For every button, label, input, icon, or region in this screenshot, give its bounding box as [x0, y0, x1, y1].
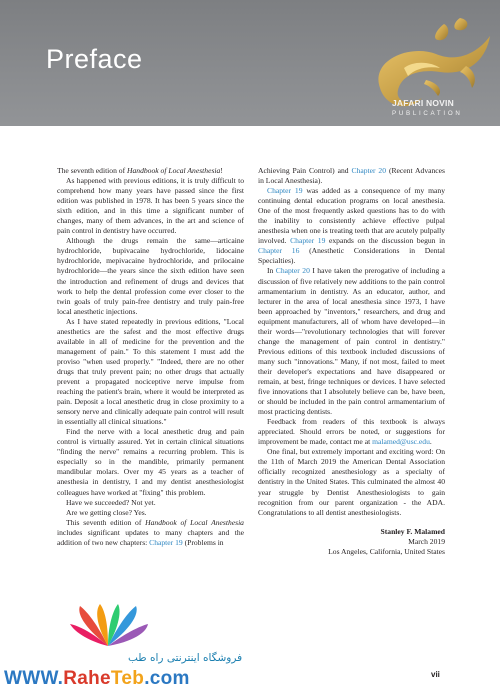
- signature-block: [258, 527, 445, 557]
- email-link[interactable]: malamed@usc.edu: [372, 437, 430, 447]
- chapter-link[interactable]: Chapter 19: [290, 236, 326, 246]
- paragraph: In Chapter 20 I have taken the prerogative of including a discussion of five relatively new additions to the pain control armamentarium in dentistry. As an educator, author, and lecturer in the area of local anesthesia since 1973, I have been approached by "inventors," researchers, and drug and equipment manufacturers, all of whom have developed—in their words—"revolutionary technologies that will forever change the management of pain control in dentistry." Previous editions of this textbook included discussions of many such "innovations." Many, if not most, failed to meet their developer's expectations and have disappeared or remain, at best, fringe techniques or devices. I have selected five innovations that I absolutely believe can be, have been, or should be included in the pain control armamentarium of most practicing dentists.: [258, 266, 446, 417]
- page-number: vii: [431, 670, 440, 679]
- bookstore-name: فروشگاه اینترنتی راه طب: [128, 652, 243, 664]
- paragraph: Achieving Pain Control) and Chapter 20 (Recent Advances in Local Anesthesia).: [258, 166, 445, 186]
- chapter-link[interactable]: Chapter 20: [275, 266, 310, 276]
- signature-place: Los Angeles, California, United States: [328, 546, 445, 556]
- signature-date: March 2019: [408, 536, 445, 546]
- bookstore-logo-icon: [50, 602, 166, 652]
- paragraph: As I have stated repeatedly in previous editions, "Local anesthetics are the safest and the most effective drugs available in all of medicine for the prevention and the management of pain." To this statement I must add the proviso "when used properly." "Indeed, there are no other drugs that truly prevent pain; no other drugs that actually prevent a propagated nociceptive nerve impulse from reaching the patient's brain, where it would be interpreted as pain. Deposit a local anesthetic drug in close proximity to a sensory nerve and clinically adequate pain control will result in essentially all clinical situations.": [57, 316, 244, 427]
- chapter-link[interactable]: Chapter 20: [351, 166, 387, 175]
- paragraph: As happened with previous editions, it is truly difficult to comprehend how many years have passed since the first edition was published in 1978. It has been 5 years since the sixth edition, and in this time a significant number of changes, many of them advances, in the art and science of pain control in dentistry have occurred.: [57, 176, 244, 236]
- paragraph: This seventh edition of Handbook of Local Anesthesia includes significant updates to many chapters and the addition of two new chapters: Chapter 19 (Problems in: [57, 517, 244, 547]
- paragraph: Are we getting close? Yes.: [66, 507, 147, 517]
- right-column: [258, 166, 445, 557]
- paragraph: Although the drugs remain the same—articaine hydrochloride, bupivacaine hydrochloride, lidocaine hydrochloride, mepivacaine hydrochloride, and prilocaine hydrochloride—the years since the sixth edition have seen the introduction and refinement of drugs and devices that work to help the dental profession come ever closer to the twin goals of truly pain-free dentistry and truly pain-free local anesthetic injections.: [57, 236, 244, 316]
- paragraph: Chapter 19 was added as a consequence of my many continuing dental education programs on local anesthesia. One of the most frequently asked questions has to do with the inability to consistently achieve effective pulpal anesthesia when one is treating teeth that are acutely pulpally involved. Chapter 19 expands on the discussion begun in Chapter 16 (Anesthetic Considerations in Dental Specialties).: [258, 186, 446, 266]
- paragraph: One final, but extremely important and exciting word: On the 11th of March 2019 the American Dental Association officially recognized anesthesiology as a specialty of dentistry in the United States. This culminated the almost 40 year struggle by Dentist Anesthesiologists to gain recognition from our parent organization - the ADA. Congratulations to all dentist anesthesiologists.: [258, 447, 445, 517]
- paragraph: Feedback from readers of this textbook is always appreciated. Should errors be noted, or suggestions for improvement be made, contact me at malamed@usc.edu.: [258, 417, 445, 447]
- chapter-link[interactable]: Chapter 19: [149, 537, 183, 547]
- chapter-link[interactable]: Chapter 16: [258, 246, 300, 256]
- publisher-name: JAFARI NOVIN: [392, 98, 454, 108]
- left-column: [57, 166, 244, 548]
- author-name: Stanley F. Malamed: [380, 526, 445, 536]
- page-title: Preface: [46, 44, 143, 74]
- chapter-link[interactable]: Chapter 19: [267, 186, 303, 196]
- paragraph: The seventh edition of Handbook of Local Anesthesia!: [57, 166, 223, 175]
- bookstore-url[interactable]: WWW.RaheTeb.com: [4, 668, 190, 689]
- publisher-subtitle: PUBLICATION: [392, 110, 463, 117]
- paragraph: Find the nerve with a local anesthetic drug and pain control is virtually assured. Yet in certain clinical situations "finding the nerve" remains a recurring problem. This is especially so in the mandible, primarily permanent mandibular molars. Over my 45 years as a teacher of anesthesia in dentistry, I and my dentist anesthesiologist colleagues have worked at "fixing" this problem.: [57, 427, 244, 497]
- paragraph: Have we succeeded? Not yet.: [66, 497, 156, 507]
